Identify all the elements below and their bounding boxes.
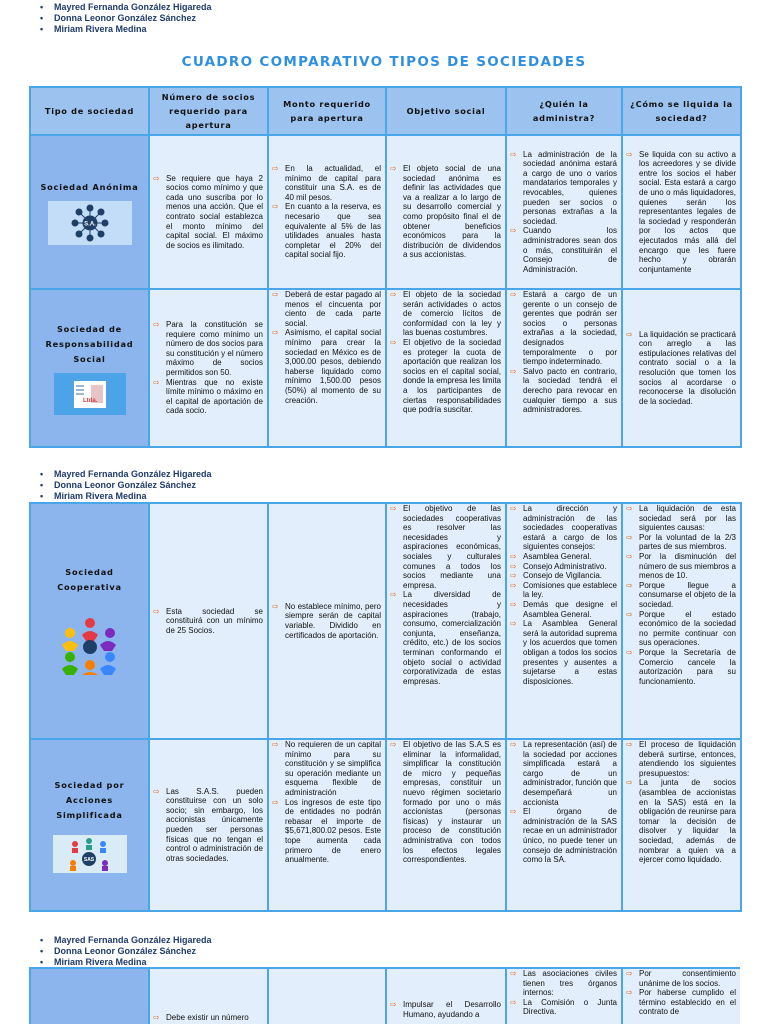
list-item: ⇨ Asamblea General. (510, 552, 617, 562)
cell-monto (268, 135, 386, 289)
cell-administra (506, 135, 622, 289)
author-list (38, 935, 212, 968)
list-item: ⇨ La representación (así) de la sociedad por acciones simplificada estará a cargo de un administrador, función que desempeñará un accionista (510, 740, 617, 807)
author-name: • Miriam Rivera Medina (38, 957, 212, 968)
row-title: Sociedad Anónima (40, 181, 139, 192)
list-item: ⇨ Para la constitución se requiere como mínimo un número de dos socios para su constitución y el número máximo de socios permitidos son 50. (153, 320, 263, 378)
cell-monto (268, 503, 386, 739)
list-item: ⇨ Asimismo, el capital social mínimo para crear la sociedad en México es de 3,000.00 pesos, debiendo haberse liquidado como mínimo 1,500.00 pesos (50%) al momento de su creación. (272, 328, 381, 405)
list-item: ⇨ La liquidación se practicará con arreglo a las estipulaciones relativas del contrato social o a la resolución que tomen los socios al acordarse o reconocerse la disolución de la sociedad. (626, 330, 736, 407)
cooperative-people-icon (58, 613, 122, 677)
list-item: ⇨ Mientras que no existe límite mínimo o máximo en el capital de aportación de cada socio. (153, 378, 263, 416)
list-item: ⇨ La dirección y administración de las sociedades cooperativas estará a cargo de los siguientes consejos: (510, 504, 617, 552)
list-item: ⇨ Se liquida con su activo a los acreedores y se divide entre los socios el haber social. Esta estará a cargo de uno o más liquidadores, quienes serán los representantes legales de la sociedad y responderán por los actos que ejecutados más allá del encargo que les fuere hecho y obrarán conjuntamente (626, 150, 736, 275)
list-item: ⇨ Los ingresos de este tipo de entidades no podrán rebasar el importe de $5,671,800.02 pesos. Este tope aumenta cada primero de enero anualmente. (272, 798, 381, 865)
header-objetivo: Objetivo social (386, 87, 506, 135)
list-item: ⇨ Por la voluntad de la 2/3 partes de sus miembros. (626, 533, 736, 552)
list-item: ⇨ La diversidad de necesidades y aspiraciones (trabajo, consumo, comercialización conjunta, enseñanza, crédito, etc.) de los socios terminan conformando el objeto social o actividad corporativizada de estas empresas. (390, 590, 501, 686)
list-item: ⇨ Porque llegue a consumarse el objeto de la sociedad. (626, 581, 736, 610)
cell-liquida (622, 135, 741, 289)
table-row (30, 968, 740, 1024)
list-item: ⇨ Debe existir un número (153, 1013, 263, 1023)
comparison-table-part-1 (29, 86, 742, 448)
list-item: ⇨ Por haberse cumplido el término establecido en el contrato de (626, 988, 736, 1017)
list-item: ⇨ No establece mínimo, pero siempre serán de capital variable. Dividido en certificados de aportación. (272, 602, 381, 640)
list-item: ⇨ Consejo de Vigilancia. (510, 571, 617, 581)
author-name: • Mayred Fernanda González Higareda (38, 2, 212, 13)
list-item: ⇨ Impulsar el Desarrollo Humano, ayudando a (390, 1000, 501, 1019)
icon-label: S.A. (83, 221, 96, 227)
author-name: • Donna Leonor González Sánchez (38, 13, 212, 24)
row-title: Acciones (65, 794, 114, 805)
cell-socios (149, 135, 268, 289)
table-row (30, 135, 741, 289)
list-item: ⇨ Por consentimiento unánime de los socios. (626, 969, 736, 988)
list-item: ⇨ La Asamblea General será la autoridad suprema y los acuerdos que tomen obligan a todos los socios presentes y ausentes a sujetarse a estas disposiciones. (510, 619, 617, 686)
table-row (30, 503, 741, 739)
author-name: • Mayred Fernanda González Higareda (38, 469, 212, 480)
row-title: Social (73, 353, 106, 364)
list-item: ⇨ La junta de socios (asamblea de accionistas en la SAS) está en la obligación de reunirse para tomar la decisión de disolver y liquidar la sociedad, además de nombrar a quien va a ejercer como liquidado. (626, 778, 736, 864)
list-item: ⇨ La liquidación de esta sociedad será por las siguientes causas: (626, 504, 736, 533)
list-item: ⇨ Porque la Secretaría de Comercio cancele la autorización para su funcionamiento. (626, 648, 736, 686)
list-item: ⇨ El objeto de la sociedad serán actividades o actos de comercio lícitos de conformidad con la ley y las buenas costumbres. (390, 290, 501, 338)
header-socios: Número de socios requerido para apertura (149, 87, 268, 135)
list-item: ⇨ El objetivo de las S.A.S es eliminar la informalidad, simplificar la constitución de micro y pequeñas empresas, constituir un nuevo régimen societario formado por uno o más accionistas (personas físicas) y instaurar un proceso de constitución administrativa con todos los efectos legales correspondientes. (390, 740, 501, 865)
list-item: ⇨ Consejo Administrativo. (510, 562, 617, 572)
row-head-sociedad-cooperativa (30, 503, 149, 739)
list-item: ⇨ Estará a cargo de un gerente o un consejo de gerentes que podrán ser socios o personas extrañas a la sociedad, designados temporalmente o por tiempo indeterminado. (510, 290, 617, 367)
cell-liquida (622, 968, 740, 1024)
list-item: ⇨ Las S.A.S. pueden constituirse con un solo socio; sin embargo, los accionistas únicamente pueden ser personas físicas que no tengan el control o administración de otras sociedades. (153, 787, 263, 864)
table-row (30, 739, 741, 911)
header-administra: ¿Quién la administra? (506, 87, 622, 135)
cell-administra (506, 503, 622, 739)
list-item: ⇨ En cuanto a la reserva, es necesario que sea equivalente al 5% de las utilidades anuales hasta completar el 20% del capital social fijo. (272, 202, 381, 260)
author-list (38, 469, 212, 502)
comparison-table-part-3-clip (29, 967, 740, 1024)
cell-monto (268, 289, 386, 447)
row-title: Responsabilidad (45, 338, 134, 349)
row-title: Sociedad por (54, 779, 125, 790)
author-name: • Donna Leonor González Sánchez (38, 480, 212, 491)
author-name: • Mayred Fernanda González Higareda (38, 935, 212, 946)
list-item: ⇨ Se requiere que haya 2 socios como mínimo y que cada uno suscriba por lo menos una acción. Que el contrato social establezca el monto mínimo del capital social. El máximo de socios es ilimitado. (153, 174, 263, 251)
cell-liquida (622, 289, 741, 447)
cell-socios (149, 289, 268, 447)
list-item: ⇨ El objetivo de la sociedad es proteger la cuota de aportación que realizan los socios en el capital social, donde la empresa les limita a los participantes de ciertas responsabilidades que podría suscitar. (390, 338, 501, 415)
cell-socios (149, 739, 268, 911)
cell-socios (149, 968, 268, 1024)
row-head-sociedad-responsabilidad (30, 289, 149, 447)
cell-objetivo (386, 739, 506, 911)
row-title: Simplificada (56, 809, 123, 820)
comparison-table-part-3 (29, 967, 740, 1024)
header-liquida: ¿Cómo se liquida la sociedad? (622, 87, 741, 135)
list-item: ⇨ Comisiones que establece la ley. (510, 581, 617, 600)
author-name: • Miriam Rivera Medina (38, 24, 212, 35)
author-list (38, 2, 212, 35)
list-item: ⇨ La administración de la sociedad anónima estará a cargo de uno o varios mandatarios temporales y revocables, quienes pueden ser socios o personas extrañas a la sociedad. (510, 150, 617, 227)
cell-administra (506, 739, 622, 911)
network-icon (48, 201, 132, 245)
cell-monto (268, 968, 386, 1024)
list-item: ⇨ El objeto social de una sociedad anónima es definir las actividades que va a realizar a lo largo de su desarrollo comercial y como propósito final el de obtener beneficios económicos para la distribución de dividendos a sus accionistas. (390, 164, 501, 260)
page-title: CUADRO COMPARATIVO TIPOS DE SOCIEDADES (181, 54, 587, 70)
cell-liquida (622, 739, 741, 911)
sas-people-icon (53, 835, 127, 873)
comparison-table-part-2 (29, 502, 742, 912)
ltda-book-icon (54, 373, 126, 415)
row-head-sociedad-anonima (30, 135, 149, 289)
list-item: ⇨ Porque el estado económico de la sociedad no permite continuar con sus operaciones. (626, 610, 736, 648)
row-title: Sociedad (65, 567, 114, 577)
list-item: ⇨ Por la disminución del número de sus miembros a menos de 10. (626, 552, 736, 581)
row-head-sociedad-acciones-simplificada (30, 739, 149, 911)
header-tipo: Tipo de sociedad (30, 87, 149, 135)
list-item: ⇨ En la actualidad, el mínimo de capital para constituir una S.A. es de 40 mil pesos. (272, 164, 381, 202)
cell-administra (506, 289, 622, 447)
cell-socios (149, 503, 268, 739)
cell-objetivo (386, 503, 506, 739)
list-item: ⇨ No requieren de un capital mínimo para su constitución y se simplifica su operación mediante un esquema flexible de administración (272, 740, 381, 798)
list-item: ⇨ Deberá de estar pagado al menos el cincuenta por ciento de cada parte social. (272, 290, 381, 328)
list-item: ⇨ Cuando los administradores sean dos o más, constituirán el Consejo de Administración. (510, 226, 617, 274)
table-header-row (30, 87, 741, 135)
cell-administra (506, 968, 622, 1024)
row-title: Sociedad de (56, 323, 123, 334)
cell-objetivo (386, 968, 506, 1024)
cell-objetivo (386, 289, 506, 447)
list-item: ⇨ El objetivo de las sociedades cooperativas es resolver las necesidades y aspiraciones económicas, sociales y culturales comunes a todos los socios mediante una empresa. (390, 504, 501, 590)
author-name: • Donna Leonor González Sánchez (38, 946, 212, 957)
icon-label: SAS (83, 856, 94, 863)
list-item: ⇨ El órgano de administración de la SAS recae en un administrador único, no puede tener un consejo de administración como la SA. (510, 807, 617, 865)
row-head-asociacion-civil (30, 968, 149, 1024)
author-name: • Miriam Rivera Medina (38, 491, 212, 502)
cell-objetivo (386, 135, 506, 289)
list-item: ⇨ Las asociaciones civiles tienen tres órganos internos: (510, 969, 617, 998)
list-item: ⇨ Demás que designe el Asamblea General. (510, 600, 617, 619)
table-row (30, 289, 741, 447)
list-item: ⇨ El proceso de liquidación deberá surtirse, entonces, atendiendo los siguientes presupuestos: (626, 740, 736, 778)
list-item: ⇨ La Comisión o Junta Directiva. (510, 998, 617, 1017)
cell-liquida (622, 503, 741, 739)
icon-label: Ltda. (82, 397, 97, 404)
cell-monto (268, 739, 386, 911)
header-monto: Monto requerido para apertura (268, 87, 386, 135)
row-title: Cooperativa (57, 582, 122, 592)
list-item: ⇨ Esta sociedad se constituirá con un mínimo de 25 Socios. (153, 607, 263, 636)
list-item: ⇨ Salvo pacto en contrario, la sociedad tendrá el derecho para revocar en cualquier tiempo a sus administradores. (510, 367, 617, 415)
